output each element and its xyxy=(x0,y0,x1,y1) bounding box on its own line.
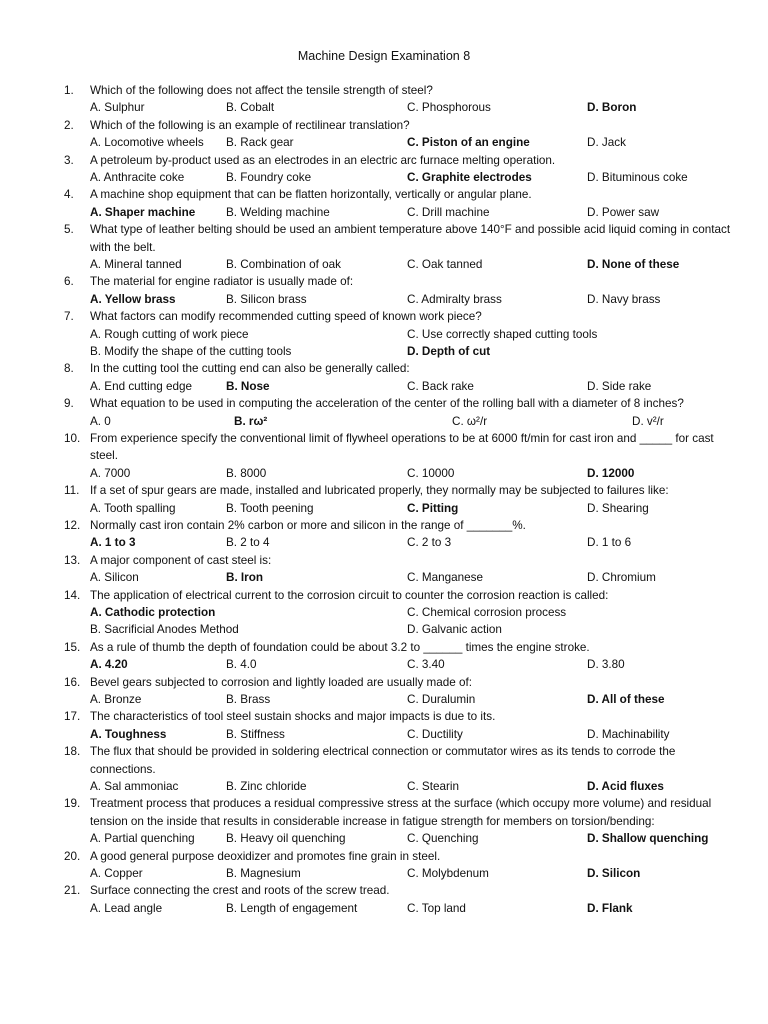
answer-option[interactable]: B. Stiffness xyxy=(226,727,285,741)
answer-option[interactable]: B. Magnesium xyxy=(226,866,301,880)
question-number: 9. xyxy=(64,397,74,411)
answer-option[interactable]: A. Sal ammoniac xyxy=(90,779,179,793)
question-row xyxy=(64,552,734,569)
question-number: 14. xyxy=(64,588,81,602)
answer-option[interactable]: D. Jack xyxy=(587,136,626,150)
options-row xyxy=(90,256,734,273)
options-row xyxy=(90,413,734,430)
answer-option[interactable]: B. 4.0 xyxy=(226,658,257,672)
answer-option[interactable]: B. Zinc chloride xyxy=(226,779,307,793)
answer-option[interactable]: B. 2 to 4 xyxy=(226,536,270,550)
options-row xyxy=(90,621,734,638)
question-row xyxy=(64,117,734,134)
answer-option[interactable]: C. Piston of an engine xyxy=(407,136,530,150)
question-number: 16. xyxy=(64,675,81,689)
question-row xyxy=(64,152,734,169)
options-row xyxy=(90,291,734,308)
question-row xyxy=(64,395,734,412)
question-row xyxy=(64,82,734,99)
answer-option[interactable]: A. Tooth spalling xyxy=(90,501,176,515)
options-row xyxy=(90,465,734,482)
question-list xyxy=(64,82,734,917)
answer-option[interactable]: A. Anthracite coke xyxy=(90,171,185,184)
question-item xyxy=(64,882,734,917)
question-row xyxy=(64,882,734,899)
answer-option[interactable]: D. 1 to 6 xyxy=(587,536,632,550)
question-text: A machine shop equipment that can be flatten horizontally, vertically or angular plane. xyxy=(90,188,532,202)
answer-option[interactable]: C. Top land xyxy=(407,901,466,915)
question-item xyxy=(64,117,734,152)
question-item xyxy=(64,795,734,847)
question-number: 18. xyxy=(64,745,81,759)
question-item xyxy=(64,360,734,395)
question-text: The material for engine radiator is usually made of: xyxy=(90,275,354,289)
question-item xyxy=(64,82,734,117)
question-number: 8. xyxy=(64,362,74,376)
options-row xyxy=(90,343,734,360)
question-text: Bevel gears subjected to corrosion and lightly loaded are usually made of: xyxy=(90,675,473,689)
options-row xyxy=(90,691,734,708)
answer-option[interactable]: C. 2 to 3 xyxy=(407,536,452,550)
question-text: Which of the following is an example of rectilinear translation? xyxy=(90,118,410,132)
question-text: Treatment process that produces a residual compressive stress at the surface (which occupy more volume) and residual tension on the inside that results in considerable increase in fatigue strength for members on torsion/bending: xyxy=(90,797,712,828)
answer-option[interactable]: B. Modify the shape of the cutting tools xyxy=(90,344,292,358)
question-row xyxy=(64,273,734,290)
question-row xyxy=(64,708,734,725)
question-number: 5. xyxy=(64,223,74,237)
answer-option[interactable]: D. Shallow quenching xyxy=(587,832,709,846)
answer-option[interactable]: D. Navy brass xyxy=(587,292,661,306)
question-item xyxy=(64,152,734,187)
answer-option[interactable]: A. Silicon xyxy=(90,571,139,585)
options-row xyxy=(90,778,734,795)
question-row xyxy=(64,587,734,604)
answer-option[interactable]: D. Depth of cut xyxy=(407,344,491,358)
answer-option[interactable]: C. Phosphorous xyxy=(407,101,491,115)
answer-option[interactable]: D. 3.80 xyxy=(587,658,625,672)
answer-option[interactable]: A. Locomotive wheels xyxy=(90,136,204,150)
options-row xyxy=(90,726,734,743)
answer-option[interactable]: C. Manganese xyxy=(407,571,484,585)
answer-option[interactable]: D. Acid fluxes xyxy=(587,779,664,793)
question-row xyxy=(64,517,734,534)
question-item xyxy=(64,482,734,517)
answer-option[interactable]: D. Chromium xyxy=(587,571,656,585)
answer-option[interactable]: A. Copper xyxy=(90,866,143,880)
options-row xyxy=(90,656,734,673)
question-text: In the cutting tool the cutting end can also be generally called: xyxy=(90,362,410,376)
answer-option[interactable]: B. Iron xyxy=(226,571,264,585)
answer-option[interactable]: B. Silicon brass xyxy=(226,292,307,306)
question-number: 7. xyxy=(64,310,74,324)
answer-option[interactable]: B. Cobalt xyxy=(226,101,275,115)
question-text: The characteristics of tool steel sustain shocks and major impacts is due to its. xyxy=(90,710,496,724)
answer-option[interactable]: B. Welding machine xyxy=(226,205,330,219)
question-row xyxy=(64,482,734,499)
answer-option[interactable]: B. 8000 xyxy=(226,466,267,480)
question-item xyxy=(64,186,734,221)
question-number: 13. xyxy=(64,553,81,567)
options-row xyxy=(90,326,734,343)
answer-option[interactable]: D. Power saw xyxy=(587,205,660,219)
options-row xyxy=(90,204,734,221)
answer-option[interactable]: D. Boron xyxy=(587,101,637,115)
answer-option[interactable]: B. Rack gear xyxy=(226,136,294,150)
question-number: 11. xyxy=(64,484,80,498)
answer-option[interactable]: A. 4.20 xyxy=(90,658,128,672)
answer-option[interactable]: B. Sacrificial Anodes Method xyxy=(90,623,239,637)
question-text: Which of the following does not affect the tensile strength of steel? xyxy=(90,84,433,97)
question-text: The application of electrical current to the corrosion circuit to counter the corrosion reaction is called: xyxy=(90,588,609,602)
options-row xyxy=(90,534,734,551)
answer-option[interactable]: C. Back rake xyxy=(407,379,474,393)
answer-option[interactable]: A. End cutting edge xyxy=(90,379,193,393)
question-item xyxy=(64,674,734,709)
options-row xyxy=(90,604,734,621)
answer-option[interactable]: D. Bituminous coke xyxy=(587,171,688,184)
question-text: What type of leather belting should be used an ambient temperature above 140°F and possible acid liquid coming in contact with the belt. xyxy=(90,223,731,254)
question-item xyxy=(64,587,734,639)
question-item xyxy=(64,639,734,674)
question-row xyxy=(64,430,734,465)
answer-option[interactable]: B. Combination of oak xyxy=(226,258,341,271)
answer-option[interactable]: D. Machinability xyxy=(587,727,670,741)
answer-option[interactable]: C. 3.40 xyxy=(407,658,445,672)
answer-option[interactable]: A. Rough cutting of work piece xyxy=(90,327,249,341)
question-row xyxy=(64,186,734,203)
answer-option[interactable]: B. Foundry coke xyxy=(226,171,312,184)
question-number: 10. xyxy=(64,431,81,445)
answer-option[interactable]: C. Stearin xyxy=(407,779,459,793)
answer-option[interactable]: C. Duralumin xyxy=(407,692,476,706)
question-number: 1. xyxy=(64,84,74,97)
question-row xyxy=(64,308,734,325)
question-number: 4. xyxy=(64,188,74,202)
page-title: Machine Design Examination 8 xyxy=(297,49,471,63)
question-number: 15. xyxy=(64,640,81,654)
question-row xyxy=(64,674,734,691)
question-text: Normally cast iron contain 2% carbon or more and silicon in the range of _______%. xyxy=(90,518,526,532)
question-text: The flux that should be provided in soldering electrical connection or commutator wires as its tends to corrode the connections. xyxy=(90,745,676,776)
answer-option[interactable]: B. Length of engagement xyxy=(226,901,358,915)
answer-option[interactable]: D. v²/r xyxy=(632,414,664,428)
question-number: 17. xyxy=(64,710,81,724)
question-item xyxy=(64,552,734,587)
answer-option[interactable]: C. Oak tanned xyxy=(407,258,483,271)
answer-option[interactable]: C. Ductility xyxy=(407,727,463,741)
answer-option[interactable]: C. Chemical corrosion process xyxy=(407,605,567,619)
answer-option[interactable]: D. Shearing xyxy=(587,501,649,515)
answer-option[interactable]: B. Tooth peening xyxy=(226,501,314,515)
options-row xyxy=(90,900,734,917)
question-text: From experience specify the conventional limit of flywheel operations to be at 6000 ft/min for cast iron and _____ for cast steel. xyxy=(90,431,714,463)
answer-option[interactable]: B. Nose xyxy=(226,379,270,393)
answer-option[interactable]: A. 0 xyxy=(90,414,111,428)
question-text: A major component of cast steel is: xyxy=(90,553,272,567)
question-text: As a rule of thumb the depth of foundation could be about 3.2 to ______ times the engine stroke. xyxy=(90,640,590,654)
question-text: What equation to be used in computing the acceleration of the center of the rolling ball with a diameter of 8 inches? xyxy=(90,397,684,411)
question-text: If a set of spur gears are made, installed and lubricated properly, they normally may be subjected to failures like: xyxy=(90,484,669,498)
options-row xyxy=(90,378,734,395)
answer-option[interactable]: A. Yellow brass xyxy=(90,292,176,306)
question-item xyxy=(64,743,734,795)
answer-option[interactable]: A. Cathodic protection xyxy=(90,605,216,619)
answer-option[interactable]: B. rω² xyxy=(234,414,268,428)
answer-option[interactable]: C. ω²/r xyxy=(452,414,488,428)
options-row xyxy=(90,865,734,882)
question-number: 3. xyxy=(64,153,74,167)
answer-option[interactable]: C. Admiralty brass xyxy=(407,292,502,306)
options-row xyxy=(90,569,734,586)
question-item xyxy=(64,221,734,273)
answer-option[interactable]: A. Shaper machine xyxy=(90,205,196,219)
question-number: 12. xyxy=(64,518,81,532)
answer-option[interactable]: D. Side rake xyxy=(587,379,652,393)
question-item xyxy=(64,273,734,308)
question-number: 6. xyxy=(64,275,74,289)
answer-option[interactable]: A. 1 to 3 xyxy=(90,536,136,550)
question-item xyxy=(64,430,734,482)
question-item xyxy=(64,308,734,360)
options-row xyxy=(90,169,734,186)
answer-option[interactable]: A. 7000 xyxy=(90,466,131,480)
question-row xyxy=(64,743,734,778)
question-number: 19. xyxy=(64,797,81,811)
answer-option[interactable]: A. Sulphur xyxy=(90,101,145,115)
answer-option[interactable]: A. Mineral tanned xyxy=(90,258,182,271)
answer-option[interactable]: A. Bronze xyxy=(90,692,142,706)
question-number: 21. xyxy=(64,884,81,898)
answer-option[interactable]: A. Toughness xyxy=(90,727,167,741)
question-row xyxy=(64,848,734,865)
answer-option[interactable]: C. Use correctly shaped cutting tools xyxy=(407,327,598,341)
question-item xyxy=(64,848,734,883)
options-row xyxy=(90,134,734,151)
answer-option[interactable]: C. Pitting xyxy=(407,501,459,515)
question-text: What factors can modify recommended cutting speed of known work piece? xyxy=(90,310,482,324)
answer-option[interactable]: A. Partial quenching xyxy=(90,832,195,846)
answer-option[interactable]: C. Quenching xyxy=(407,832,479,846)
answer-option[interactable]: A. Lead angle xyxy=(90,901,163,915)
question-text: A petroleum by-product used as an electrodes in an electric arc furnace melting operation. xyxy=(90,153,556,167)
question-text: Surface connecting the crest and roots of the screw tread. xyxy=(90,884,390,898)
answer-option[interactable]: D. Flank xyxy=(587,901,633,915)
answer-option[interactable]: D. All of these xyxy=(587,692,665,706)
answer-option[interactable]: C. Graphite electrodes xyxy=(407,171,532,184)
question-text: A good general purpose deoxidizer and promotes fine grain in steel. xyxy=(90,849,441,863)
answer-option[interactable]: C. Drill machine xyxy=(407,205,490,219)
question-row xyxy=(64,360,734,377)
question-number: 20. xyxy=(64,849,81,863)
answer-option[interactable]: D. 12000 xyxy=(587,466,635,480)
question-number: 2. xyxy=(64,118,74,132)
question-row xyxy=(64,221,734,256)
options-row xyxy=(90,99,734,116)
options-row xyxy=(90,500,734,517)
answer-option[interactable]: C. 10000 xyxy=(407,466,455,480)
answer-option[interactable]: C. Molybdenum xyxy=(407,866,489,880)
question-item xyxy=(64,708,734,743)
question-item xyxy=(64,395,734,430)
question-row xyxy=(64,639,734,656)
question-row xyxy=(64,795,734,830)
answer-option[interactable]: D. None of these xyxy=(587,258,680,271)
answer-option[interactable]: B. Brass xyxy=(226,692,271,706)
answer-option[interactable]: D. Silicon xyxy=(587,866,641,880)
options-row xyxy=(90,830,734,847)
answer-option[interactable]: B. Heavy oil quenching xyxy=(226,832,346,846)
question-item xyxy=(64,517,734,552)
answer-option[interactable]: D. Galvanic action xyxy=(407,623,502,637)
